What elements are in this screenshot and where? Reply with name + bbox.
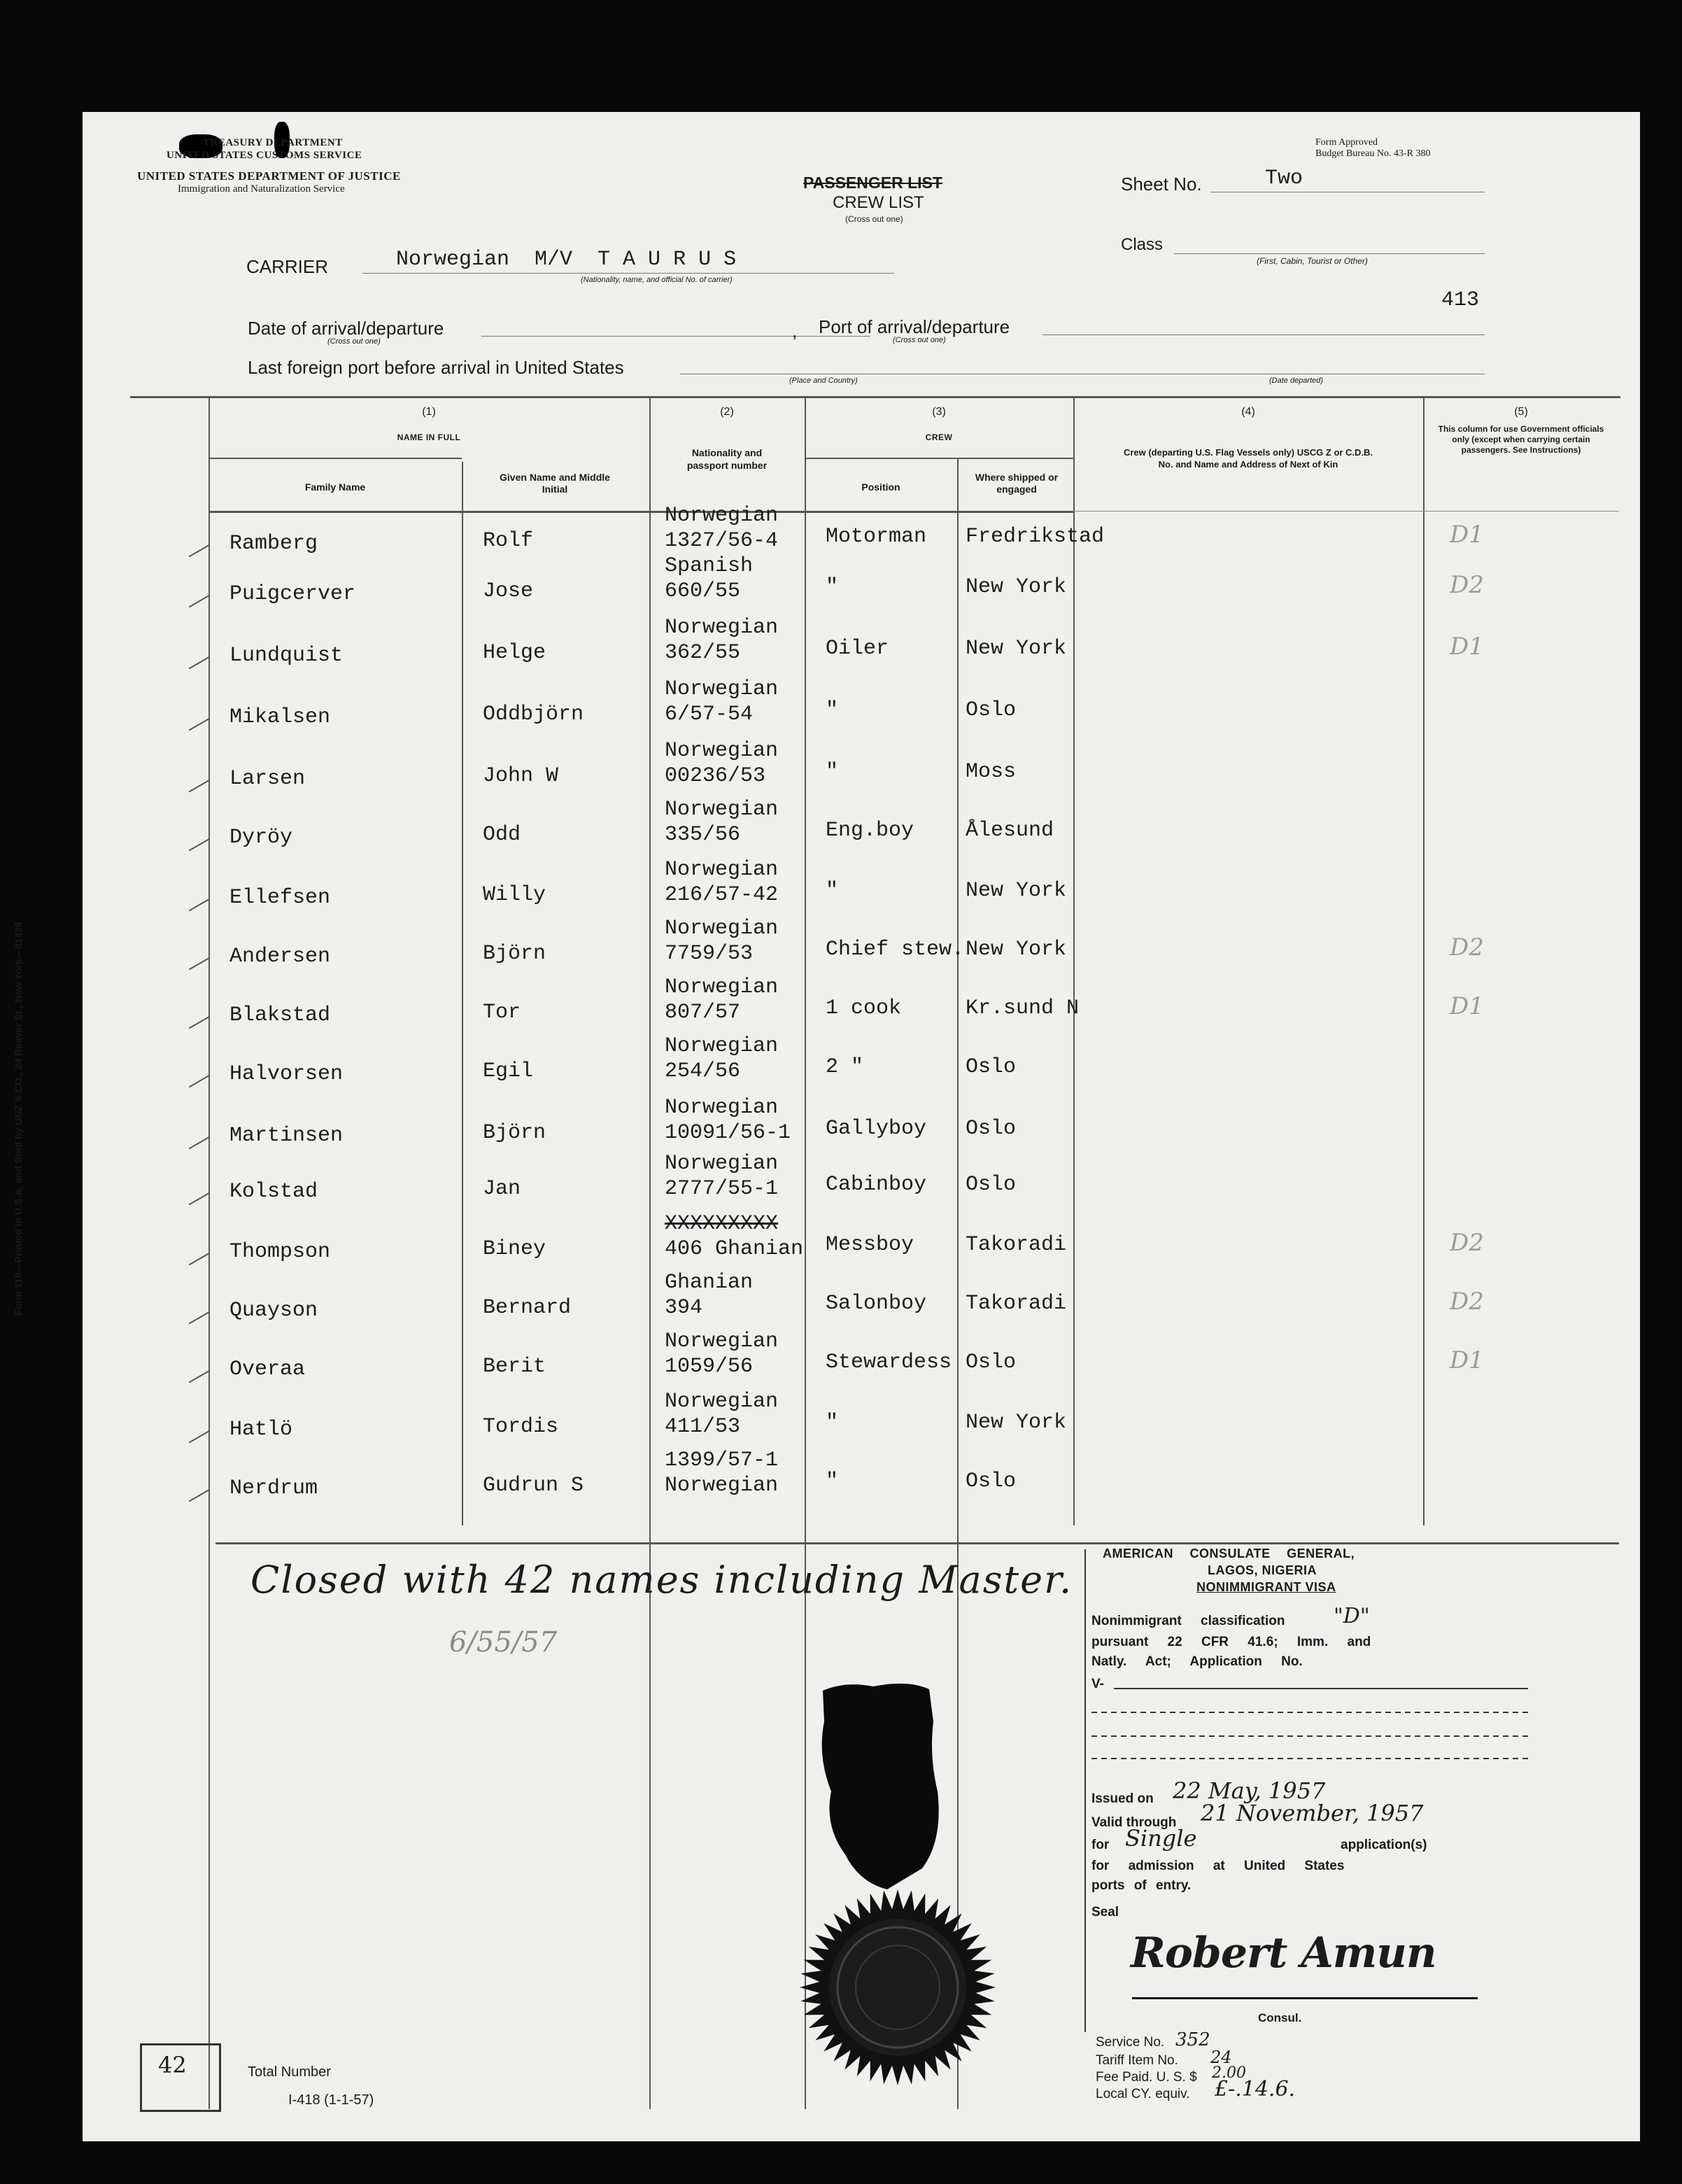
col-rule xyxy=(649,397,651,2109)
crew-family-name: Ellefsen xyxy=(229,886,331,910)
ports-line: ports of entry. xyxy=(1091,1878,1192,1893)
crew-given-name: Berit xyxy=(483,1355,546,1379)
crew-shipped-from: Kr.sund N xyxy=(966,996,1080,1020)
carrier-hint: (Nationality, name, and official No. of carrier) xyxy=(581,276,733,284)
row-tick-mark xyxy=(189,1253,210,1266)
crew-family-name: Mikalsen xyxy=(229,705,331,729)
crew-family-name: Blakstad xyxy=(229,1003,331,1027)
dept-line3: UNITED STATES DEPARTMENT OF JUSTICE xyxy=(137,169,401,183)
dept-line4: Immigration and Naturalization Service xyxy=(178,183,345,195)
crew-position: " xyxy=(826,879,839,903)
crew-family-name: Hatlö xyxy=(229,1418,293,1442)
crew-official-mark: D2 xyxy=(1450,571,1484,599)
crew-nationality: Norwegian xyxy=(665,504,779,528)
crew-given-name: Bernard xyxy=(483,1296,572,1320)
for-value: Single xyxy=(1125,1825,1197,1852)
crew-nationality: Norwegian xyxy=(665,975,779,999)
crew-given-name: Willy xyxy=(483,883,546,907)
side-text: Form 110—Printed in U.S.A. and Sold by UNZ & CO., 24 Beaver St., New York—81426 xyxy=(13,922,24,1316)
tariff-label: Tariff Item No. xyxy=(1096,2053,1178,2068)
for-label: for xyxy=(1091,1838,1110,1852)
crew-nationality: Norwegian xyxy=(665,917,779,940)
crew-official-mark: D2 xyxy=(1450,1229,1484,1257)
crew-shipped-from: New York xyxy=(966,637,1067,661)
crew-position: " xyxy=(826,1411,839,1435)
row-tick-mark xyxy=(189,1311,210,1325)
col1-num: (1) xyxy=(422,406,436,418)
crew-passport: Norwegian xyxy=(665,1474,779,1498)
dashed-rule xyxy=(1091,1735,1528,1737)
crew-passport: 335/56 xyxy=(665,823,741,847)
crew-family-name: Andersen xyxy=(229,945,331,968)
closed-note: Closed with 42 names including Master. xyxy=(250,1558,1073,1602)
crew-position: Eng.boy xyxy=(826,819,914,843)
service-label: Service No. xyxy=(1096,2035,1165,2050)
crew-official-mark: D1 xyxy=(1450,992,1484,1020)
signature-rule xyxy=(1132,1997,1478,1999)
sheet-label: Sheet No. xyxy=(1121,174,1202,195)
local-label: Local CY. equiv. xyxy=(1096,2087,1190,2101)
subheader-rule xyxy=(209,458,462,459)
crew-nationality: Spanish xyxy=(665,554,754,578)
nonimm-label: Nonimmigrant classification xyxy=(1091,1614,1285,1628)
crew-passport: 2777/55-1 xyxy=(665,1177,779,1201)
total-label: Total Number xyxy=(248,2064,331,2080)
v-prefix: V- xyxy=(1091,1677,1104,1691)
col4-title: Crew (departing U.S. Flag Vessels only) USCG Z or C.D.B. No. and Name and Address of Next of Kin xyxy=(1123,447,1373,470)
pursuant-line: pursuant 22 CFR 41.6; Imm. and xyxy=(1091,1635,1371,1649)
cross-out-hint: (Cross out one) xyxy=(845,214,903,224)
col2-num: (2) xyxy=(720,406,734,418)
crew-nationality: Norwegian xyxy=(665,1390,779,1414)
crew-nationality: Norwegian xyxy=(665,1034,779,1058)
crew-shipped-from: Oslo xyxy=(966,1173,1017,1197)
row-tick-mark xyxy=(189,656,210,670)
crew-shipped-from: New York xyxy=(966,575,1067,599)
crew-list-label: CREW LIST xyxy=(833,193,924,212)
issued-value: 22 May, 1957 xyxy=(1173,1777,1326,1804)
col1-title: NAME IN FULL xyxy=(397,432,461,442)
crew-official-mark: D1 xyxy=(1450,1346,1484,1374)
date-underline xyxy=(481,336,870,337)
date-note: 6/55/57 xyxy=(449,1626,558,1658)
crew-shipped-from: Takoradi xyxy=(966,1233,1067,1257)
crew-passport: 362/55 xyxy=(665,641,741,665)
col-rule xyxy=(1423,397,1425,1526)
crew-position: " xyxy=(826,1470,839,1493)
fee-label: Fee Paid. U. S. $ xyxy=(1096,2070,1197,2085)
crew-family-name: Overaa xyxy=(229,1358,306,1381)
fee-value: 2.00 xyxy=(1212,2064,1246,2082)
issued-label: Issued on xyxy=(1091,1791,1154,1806)
carrier-value: Norwegian M/V T A U R U S xyxy=(396,248,737,272)
dept-line1: TREASURY DEPARTMENT xyxy=(203,137,343,148)
consulate-line3: NONIMMIGRANT VISA xyxy=(1196,1580,1336,1594)
crew-official-mark: D2 xyxy=(1450,934,1484,961)
crew-position: Cabinboy xyxy=(826,1173,927,1197)
crew-passport: 1327/56-4 xyxy=(665,529,779,553)
crew-passport: 7759/53 xyxy=(665,942,754,966)
crew-position: Gallyboy xyxy=(826,1117,927,1141)
crew-position: " xyxy=(826,575,839,599)
crew-family-name: Martinsen xyxy=(229,1124,344,1148)
crew-list-form xyxy=(13,112,1640,2141)
crew-shipped-from: Oslo xyxy=(966,1351,1017,1374)
sheet-value: Two xyxy=(1265,167,1303,190)
crew-nationality: Norwegian xyxy=(665,1330,779,1353)
col1b-title: Given Name and Middle Initial xyxy=(500,472,610,495)
row-tick-mark xyxy=(189,1370,210,1383)
crew-shipped-from: Oslo xyxy=(966,1055,1017,1079)
tariff-value: 24 xyxy=(1210,2048,1232,2067)
crew-passport: 411/53 xyxy=(665,1415,741,1439)
valid-label: Valid through xyxy=(1091,1815,1177,1830)
crew-family-name: Ramberg xyxy=(229,532,318,556)
col4-num: (4) xyxy=(1241,406,1255,418)
local-value: £-.14.6. xyxy=(1215,2077,1296,2101)
crew-family-name: Nerdrum xyxy=(229,1477,318,1500)
crew-nationality: Norwegian xyxy=(665,858,779,882)
crew-shipped-from: Takoradi xyxy=(966,1292,1067,1316)
total-value: 42 xyxy=(158,2052,187,2078)
col1a-title: Family Name xyxy=(304,481,366,493)
v-rule xyxy=(1114,1688,1528,1689)
crew-given-name: Björn xyxy=(483,1121,546,1145)
crew-given-name: Jan xyxy=(483,1177,521,1201)
crew-position: 1 cook xyxy=(826,996,902,1020)
header-bottom-rule xyxy=(1073,511,1619,512)
crew-given-name: Tor xyxy=(483,1001,521,1024)
crew-given-name: Biney xyxy=(483,1237,546,1261)
col3-num: (3) xyxy=(932,406,946,418)
class-hint: (First, Cabin, Tourist or Other) xyxy=(1257,256,1368,266)
crew-nationality: Norwegian xyxy=(665,1096,779,1120)
row-tick-mark xyxy=(189,718,210,731)
col2-title: Nationality and passport number xyxy=(686,447,768,471)
crew-nationality: Norwegian xyxy=(665,616,779,640)
crew-passport: 394 xyxy=(665,1296,703,1320)
consul-signature: Robert Amun xyxy=(1131,1929,1436,1978)
crew-passport: 807/57 xyxy=(665,1001,741,1024)
wax-seal-icon xyxy=(782,1679,1013,2085)
crew-nationality: Norwegian xyxy=(665,677,779,701)
row-tick-mark xyxy=(189,595,210,608)
subheader-rule xyxy=(805,458,1073,459)
table-body-end-rule xyxy=(215,1542,1619,1544)
crew-shipped-from: Fredrikstad xyxy=(966,525,1105,549)
col-rule xyxy=(1073,397,1075,1526)
stamp-number: 413 xyxy=(1441,288,1480,312)
crew-nationality: Norwegian xyxy=(665,798,779,822)
crew-passport: 216/57-42 xyxy=(665,883,779,907)
crew-position: Messboy xyxy=(826,1233,914,1257)
crew-shipped-from: New York xyxy=(966,879,1067,903)
crew-family-name: Thompson xyxy=(229,1240,331,1264)
col-rule xyxy=(462,462,463,1526)
row-tick-mark xyxy=(189,1016,210,1029)
crew-nationality: 1399/57-1 xyxy=(665,1449,779,1472)
dashed-rule xyxy=(1091,1758,1528,1759)
natly-line: Natly. Act; Application No. xyxy=(1091,1654,1303,1669)
crew-position: Salonboy xyxy=(826,1292,927,1316)
crew-shipped-from: Ålesund xyxy=(966,819,1054,843)
applications-label: application(s) xyxy=(1341,1838,1427,1852)
col5-num: (5) xyxy=(1514,406,1528,418)
nonimm-value: "D" xyxy=(1334,1604,1370,1628)
crew-given-name: Björn xyxy=(483,942,546,966)
crew-given-name: Helge xyxy=(483,641,546,665)
crew-position: " xyxy=(826,760,839,784)
crew-passport: 00236/53 xyxy=(665,764,766,788)
row-tick-mark xyxy=(189,1430,210,1444)
valid-value: 21 November, 1957 xyxy=(1201,1800,1424,1826)
crew-family-name: Lundquist xyxy=(229,644,344,668)
form-code: I-418 (1-1-57) xyxy=(288,2092,374,2108)
crew-shipped-from: Moss xyxy=(966,760,1017,784)
crew-family-name: Quayson xyxy=(229,1299,318,1323)
row-tick-mark xyxy=(189,544,210,558)
seal-label: Seal xyxy=(1091,1905,1119,1919)
crew-given-name: Oddbjörn xyxy=(483,703,584,726)
crew-passport: 6/57-54 xyxy=(665,703,754,726)
crew-passport: 254/56 xyxy=(665,1059,741,1083)
crew-passport: 406 Ghanian xyxy=(665,1237,804,1261)
dashed-rule xyxy=(1091,1712,1528,1713)
row-tick-mark xyxy=(189,899,210,912)
crew-passport: 10091/56-1 xyxy=(665,1121,791,1145)
crew-given-name: John W xyxy=(483,764,559,788)
crew-family-name: Puigcerver xyxy=(229,582,356,606)
crew-given-name: Tordis xyxy=(483,1415,559,1439)
crew-shipped-from: Oslo xyxy=(966,1470,1017,1493)
crew-official-mark: D1 xyxy=(1450,521,1484,549)
stamp-box-rule xyxy=(1084,1549,1086,2032)
row-tick-mark xyxy=(189,1136,210,1150)
col5-title: This column for use Government officials only (except when carrying certain passengers. See Instructions) xyxy=(1438,424,1604,455)
row-tick-mark xyxy=(189,957,210,971)
table-top-rule xyxy=(130,396,1620,398)
crew-family-name: Halvorsen xyxy=(229,1062,344,1086)
row-tick-mark xyxy=(189,780,210,793)
date-label: Date of arrival/departure xyxy=(248,318,444,339)
crew-shipped-from: Oslo xyxy=(966,1117,1017,1141)
header-bottom-rule xyxy=(209,511,1073,513)
col3-title: CREW xyxy=(925,432,953,442)
crew-given-name: Odd xyxy=(483,823,521,847)
crew-shipped-from: New York xyxy=(966,1411,1067,1435)
carrier-label: CARRIER xyxy=(246,256,329,277)
consul-label: Consul. xyxy=(1258,2011,1302,2024)
passenger-list-struck xyxy=(803,174,942,192)
crew-given-name: Rolf xyxy=(483,529,534,553)
class-underline xyxy=(1174,253,1485,254)
form-approved: Form Approved xyxy=(1315,137,1378,148)
port-label: Port of arrival/departure xyxy=(819,316,1010,337)
port-underline xyxy=(1043,334,1485,335)
date-hint: (Cross out one) xyxy=(327,337,381,346)
row-tick-mark xyxy=(189,1192,210,1206)
crew-position: Motorman xyxy=(826,525,927,549)
crew-passport: 1059/56 xyxy=(665,1355,754,1379)
comma: , xyxy=(792,320,798,341)
crew-nationality: Norwegian xyxy=(665,739,779,763)
service-value: 352 xyxy=(1175,2029,1210,2050)
last-port-label: Last foreign port before arrival in United States xyxy=(248,357,624,378)
row-tick-mark xyxy=(189,1075,210,1088)
port-hint: (Cross out one) xyxy=(893,336,946,344)
carrier-underline xyxy=(362,273,894,274)
row-tick-mark xyxy=(189,1489,210,1502)
crew-family-name: Kolstad xyxy=(229,1180,318,1204)
crew-given-name: Gudrun S xyxy=(483,1474,584,1498)
admission-line: for admission at United States xyxy=(1091,1859,1345,1873)
crew-position: 2 " xyxy=(826,1055,864,1079)
crew-passport: 660/55 xyxy=(665,579,741,603)
crew-nationality: Norwegian xyxy=(665,1152,779,1176)
crew-position: Oiler xyxy=(826,637,889,661)
row-tick-mark xyxy=(189,838,210,852)
col3a-title: Position xyxy=(861,481,900,493)
place-hint: (Place and Country) xyxy=(789,376,858,385)
passenger-list-label: PASSENGER LIST xyxy=(803,174,942,192)
date-departed-hint: (Date departed) xyxy=(1269,376,1324,385)
crew-given-name: Egil xyxy=(483,1059,534,1083)
budget-bureau: Budget Bureau No. 43-R 380 xyxy=(1315,148,1431,159)
dept-line2: UNITED STATES CUSTOMS SERVICE xyxy=(167,150,362,161)
crew-official-mark: D2 xyxy=(1450,1288,1484,1316)
crew-nationality: XXXXXXXXX xyxy=(665,1212,779,1236)
crew-position: " xyxy=(826,698,839,722)
col3b-title: Where shipped or engaged xyxy=(975,472,1059,495)
crew-given-name: Jose xyxy=(483,579,534,603)
crew-official-mark: D1 xyxy=(1450,633,1484,661)
crew-position: Chief stew. xyxy=(826,938,965,961)
crew-shipped-from: Oslo xyxy=(966,698,1017,722)
consulate-line1: AMERICAN CONSULATE GENERAL, xyxy=(1103,1547,1355,1560)
consulate-line2: LAGOS, NIGERIA xyxy=(1208,1563,1317,1577)
crew-family-name: Larsen xyxy=(229,767,306,791)
class-label: Class xyxy=(1121,235,1164,254)
crew-position: Stewardess xyxy=(826,1351,952,1374)
crew-family-name: Dyröy xyxy=(229,826,293,850)
crew-nationality: Ghanian xyxy=(665,1271,754,1295)
crew-shipped-from: New York xyxy=(966,938,1067,961)
